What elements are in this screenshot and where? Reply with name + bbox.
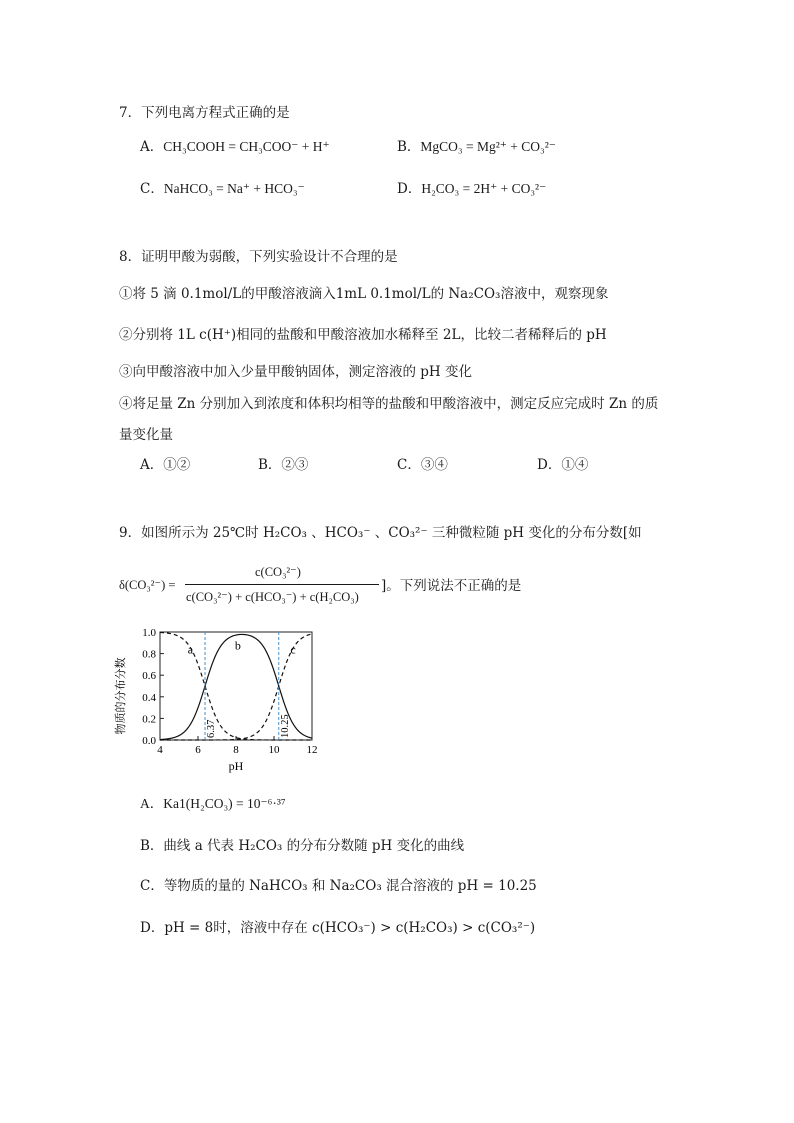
q8-statement-3: ③向甲酸溶液中加入少量甲酸钠固体，测定溶液的 pH 变化	[119, 364, 472, 380]
q8-statement-2: ②分别将 1L c(H⁺)相同的盐酸和甲酸溶液加水稀释至 2L，比较二者稀释后的 pH	[119, 327, 607, 343]
y-tick-label: 0.0	[142, 735, 156, 747]
y-tick-label: 1.0	[142, 627, 156, 639]
y-tick-label: 0.6	[142, 670, 156, 683]
q8-option-a: A．①②	[140, 457, 191, 473]
chart-xlabel: pH	[228, 759, 244, 773]
q7-stem: 7．下列电离方程式正确的是	[119, 105, 290, 121]
q7-option-a: A．CH₃COOH = CH₃COO⁻ + H⁺	[140, 139, 330, 155]
q9-delta-lhs: δ(CO₃²⁻) =	[119, 578, 176, 592]
y-tick-label: 0.4	[142, 691, 156, 704]
x-tick-label: 6	[195, 744, 201, 756]
y-tick-label: 0.2	[142, 713, 156, 726]
q7-option-c: C．NaHCO₃ = Na⁺ + HCO₃⁻	[140, 181, 305, 197]
x-tick-label: 12	[306, 744, 318, 756]
q9-fraction-bar	[185, 584, 379, 585]
q9-fraction-numerator: c(CO₃²⁻)	[255, 565, 301, 579]
chart-ylabel: 物质的分布分数	[115, 657, 127, 735]
series-a-label: a	[187, 642, 194, 657]
q7-option-b: B．MgCO₃ = Mg²⁺ + CO₃²⁻	[397, 139, 556, 155]
series-c-label: c	[290, 642, 296, 657]
y-tick-label: 0.8	[142, 648, 156, 661]
q8-option-b: B．②③	[258, 457, 309, 473]
q7-option-d: D．H₂CO₃ = 2H⁺ + CO₃²⁻	[397, 181, 547, 197]
q9-option-a: A．Ka1(H₂CO₃) = 10⁻⁶·³⁷	[140, 796, 286, 811]
q8-stem: 8．证明甲酸为弱酸，下列实验设计不合理的是	[119, 249, 398, 265]
x-tick-label: 8	[233, 744, 239, 756]
q9-stem-tail: ]。下列说法不正确的是	[381, 578, 522, 594]
q9-option-d: D．pH = 8时，溶液中存在 c(HCO₃⁻) > c(H₂CO₃) > c(CO₃²⁻)	[140, 920, 536, 936]
pka-reference-label: 10.25	[279, 714, 291, 738]
q9-option-b: B．曲线 a 代表 H₂CO₃ 的分布分数随 pH 变化的曲线	[140, 838, 465, 854]
pka-reference-label: 6.37	[206, 719, 218, 738]
q8-option-c: C．③④	[397, 457, 448, 473]
q9-stem: 9．如图所示为 25℃时 H₂CO₃ 、HCO₃⁻ 、CO₃²⁻ 三种微粒随 pH 变化的分布分数[如	[119, 525, 642, 541]
q8-statement-1: ①将 5 滴 0.1mol/L的甲酸溶液滴入1mL 0.1mol/L的 Na₂CO₃溶液中，观察现象	[119, 286, 609, 302]
series-b-label: b	[234, 638, 241, 653]
distribution-chart	[112, 622, 332, 774]
q8-statement-4-cont: 量变化量	[119, 427, 173, 443]
q8-statement-4: ④将足量 Zn 分别加入到浓度和体积均相等的盐酸和甲酸溶液中，测定反应完成时 Zn 的质	[119, 396, 659, 412]
q8-option-d: D．①④	[537, 457, 589, 473]
q9-option-c: C．等物质的量的 NaHCO₃ 和 Na₂CO₃ 混合溶液的 pH = 10.25	[140, 878, 537, 894]
q9-fraction-denominator: c(CO₃²⁻) + c(HCO₃⁻) + c(H₂CO₃)	[186, 590, 359, 604]
x-tick-label: 10	[268, 744, 280, 756]
x-tick-label: 4	[157, 744, 163, 756]
